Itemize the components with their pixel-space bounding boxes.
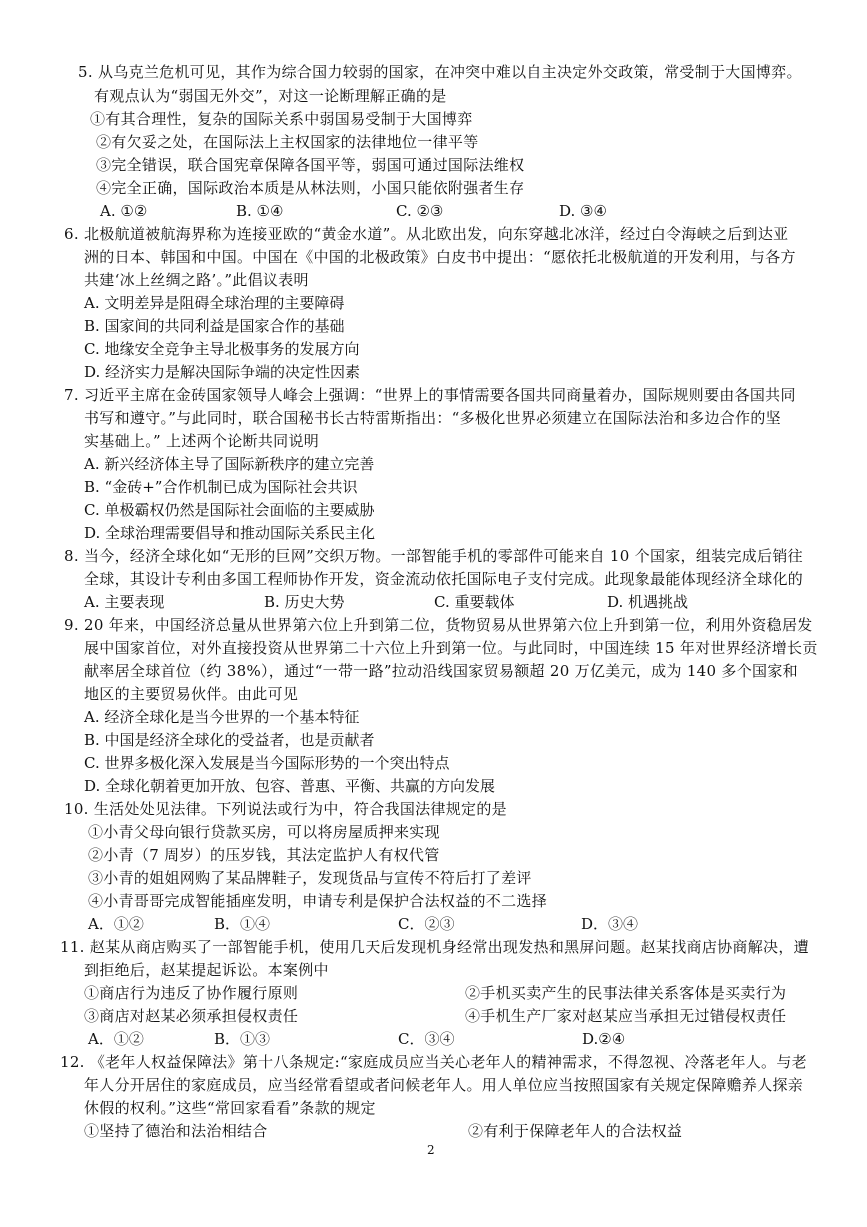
q10-statement-2: ②小青（7 周岁）的压岁钱，其法定监护人有权代管 <box>88 846 440 864</box>
q9-option-d: D. 全球化朝着更加开放、包容、普惠、平衡、共赢的方向发展 <box>84 777 496 795</box>
q6-option-d: D. 经济实力是解决国际争端的决定性因素 <box>84 363 361 381</box>
q6-stem-line-2: 洲的日本、韩国和中国。中国在《中国的北极政策》白皮书中提出：“愿依托北极航道的开发利用，与各方 <box>84 248 796 266</box>
q11-statement-2: ②手机买卖产生的民事法律关系客体是买卖行为 <box>465 984 787 1002</box>
q6-option-a: A. 文明差异是阻碍全球治理的主要障碍 <box>84 294 345 312</box>
q11-option-a: A．①② <box>88 1030 144 1048</box>
q7-option-d: D. 全球治理需要倡导和推动国际关系民主化 <box>84 524 376 542</box>
q11-stem-line-2: 到拒绝后，赵某提起诉讼。本案例中 <box>84 961 329 979</box>
q8-option-d: D. 机遇挑战 <box>607 593 689 611</box>
q12-statement-1: ①坚持了德治和法治相结合 <box>84 1122 268 1140</box>
q5-statement-4: ④完全正确，国际政治本质是从林法则，小国只能依附强者生存 <box>96 179 525 197</box>
q6-stem-line-3: 共建‘冰上丝绸之路’。”此倡议表明 <box>84 271 309 289</box>
q10-statement-4: ④小青哥哥完成智能插座发明，申请专利是保护合法权益的不二选择 <box>88 892 548 910</box>
q6-stem-line-1: 6. 北极航道被航海界称为连接亚欧的“黄金水道”。从北欧出发，向东穿越北冰洋，经过白令海峡之后到达亚 <box>64 225 789 243</box>
q10-statement-1: ①小青父母向银行贷款买房，可以将房屋质押来实现 <box>88 823 440 841</box>
q7-stem-line-2: 书写和遵守。”与此同时，联合国秘书长古特雷斯指出：“多极化世界必须建立在国际法治和多边合作的坚 <box>84 409 781 427</box>
q7-stem-line-1: 7. 习近平主席在金砖国家领导人峰会上强调：“世界上的事情需要各国共同商量着办，国际规则要由各国共同 <box>64 386 796 404</box>
q5-statement-3: ③完全错误，联合国宪章保障各国平等，弱国可通过国际法维权 <box>96 156 525 174</box>
q10-option-d: D．③④ <box>581 915 639 933</box>
q12-stem-line-2: 年人分开居住的家庭成员，应当经常看望或者问候老年人。用人单位应当按照国家有关规定保障赡养人探亲 <box>84 1076 804 1094</box>
q8-stem-line-1: 8. 当今，经济全球化如“无形的巨网”交织万物。一部智能手机的零部件可能来自 10 个国家，组装完成后销往 <box>64 547 803 565</box>
q5-option-a: A. ①② <box>100 202 148 220</box>
q7-option-b: B. “金砖+”合作机制已成为国际社会共识 <box>84 478 358 496</box>
q12-statement-2: ②有利于保障老年人的合法权益 <box>468 1122 683 1140</box>
q7-option-a: A. 新兴经济体主导了国际新秩序的建立完善 <box>84 455 375 473</box>
q8-option-a: A. 主要表现 <box>84 593 165 611</box>
q5-option-d: D. ③④ <box>559 202 607 220</box>
q11-statement-3: ③商店对赵某必须承担侵权责任 <box>84 1007 299 1025</box>
q6-option-c: C. 地缘安全竞争主导北极事务的发展方向 <box>84 340 360 358</box>
q10-option-c: C．②③ <box>398 915 455 933</box>
q9-stem-line-2: 展中国家首位，对外直接投资从世界第二十六位上升到第一位。与此同时，中国连续 15 年对世界经济增长贡 <box>84 639 818 657</box>
q5-stem-line-1: 5. 从乌克兰危机可见，其作为综合国力较弱的国家，在冲突中难以自主决定外交政策，常受制于大国博弈。 <box>78 63 802 81</box>
q9-stem-line-4: 地区的主要贸易伙伴。由此可见 <box>84 685 299 703</box>
q11-option-d: D.②④ <box>582 1030 626 1048</box>
q5-stem-line-2: 有观点认为“弱国无外交”，对这一论断理解正确的是 <box>94 87 447 105</box>
q9-stem-line-3: 献率居全球首位（约 38%），通过“一带一路”拉动沿线国家贸易额超 20 万亿美元，成为 140 多个国家和 <box>84 662 798 680</box>
q10-option-a: A．①② <box>88 915 144 933</box>
q11-statement-4: ④手机生产厂家对赵某应当承担无过错侵权责任 <box>465 1007 787 1025</box>
q6-option-b: B. 国家间的共同利益是国家合作的基础 <box>84 317 345 335</box>
q10-statement-3: ③小青的姐姐网购了某品牌鞋子，发现货品与宣传不符后打了差评 <box>88 869 532 887</box>
q5-statement-2: ②有欠妥之处，在国际法上主权国家的法律地位一律平等 <box>96 133 479 151</box>
q8-option-b: B. 历史大势 <box>264 593 345 611</box>
q5-option-c: C. ②③ <box>396 202 444 220</box>
q10-stem-line-1: 10. 生活处处见法律。下列说法或行为中，符合我国法律规定的是 <box>64 800 507 818</box>
q5-option-b: B. ①④ <box>236 202 284 220</box>
q7-stem-line-3: 实基础上。” 上述两个论断共同说明 <box>84 432 320 450</box>
q8-stem-line-2: 全球，其设计专利由多国工程师协作开发，资金流动依托国际电子支付完成。此现象最能体现经济全球化的 <box>84 570 804 588</box>
q5-statement-1: ①有其合理性，复杂的国际关系中弱国易受制于大国博弈 <box>90 110 473 128</box>
page-number: 2 <box>427 1143 435 1157</box>
q9-option-c: C. 世界多极化深入发展是当今国际形势的一个突出特点 <box>84 754 450 772</box>
q11-option-b: B．①③ <box>214 1030 271 1048</box>
q8-option-c: C. 重要载体 <box>434 593 515 611</box>
q12-stem-line-3: 休假的权利。”这些“常回家看看”条款的规定 <box>84 1099 376 1117</box>
q11-statement-1: ①商店行为违反了协作履行原则 <box>84 984 299 1002</box>
q9-option-a: A. 经济全球化是当今世界的一个基本特征 <box>84 708 360 726</box>
q11-stem-line-1: 11. 赵某从商店购买了一部智能手机，使用几天后发现机身经常出现发热和黑屏问题。赵某找商店协商解决，遭 <box>60 938 809 956</box>
q10-option-b: B．①④ <box>214 915 271 933</box>
q11-option-c: C．③④ <box>398 1030 455 1048</box>
q9-stem-line-1: 9. 20 年来，中国经济总量从世界第六位上升到第二位，货物贸易从世界第六位上升到第一位，利用外资稳居发 <box>64 616 813 634</box>
q9-option-b: B. 中国是经济全球化的受益者，也是贡献者 <box>84 731 375 749</box>
q7-option-c: C. 单极霸权仍然是国际社会面临的主要威胁 <box>84 501 375 519</box>
q12-stem-line-1: 12. 《老年人权益保障法》第十八条规定:“家庭成员应当关心老年人的精神需求，不得忽视、冷落老年人。与老 <box>60 1053 807 1071</box>
